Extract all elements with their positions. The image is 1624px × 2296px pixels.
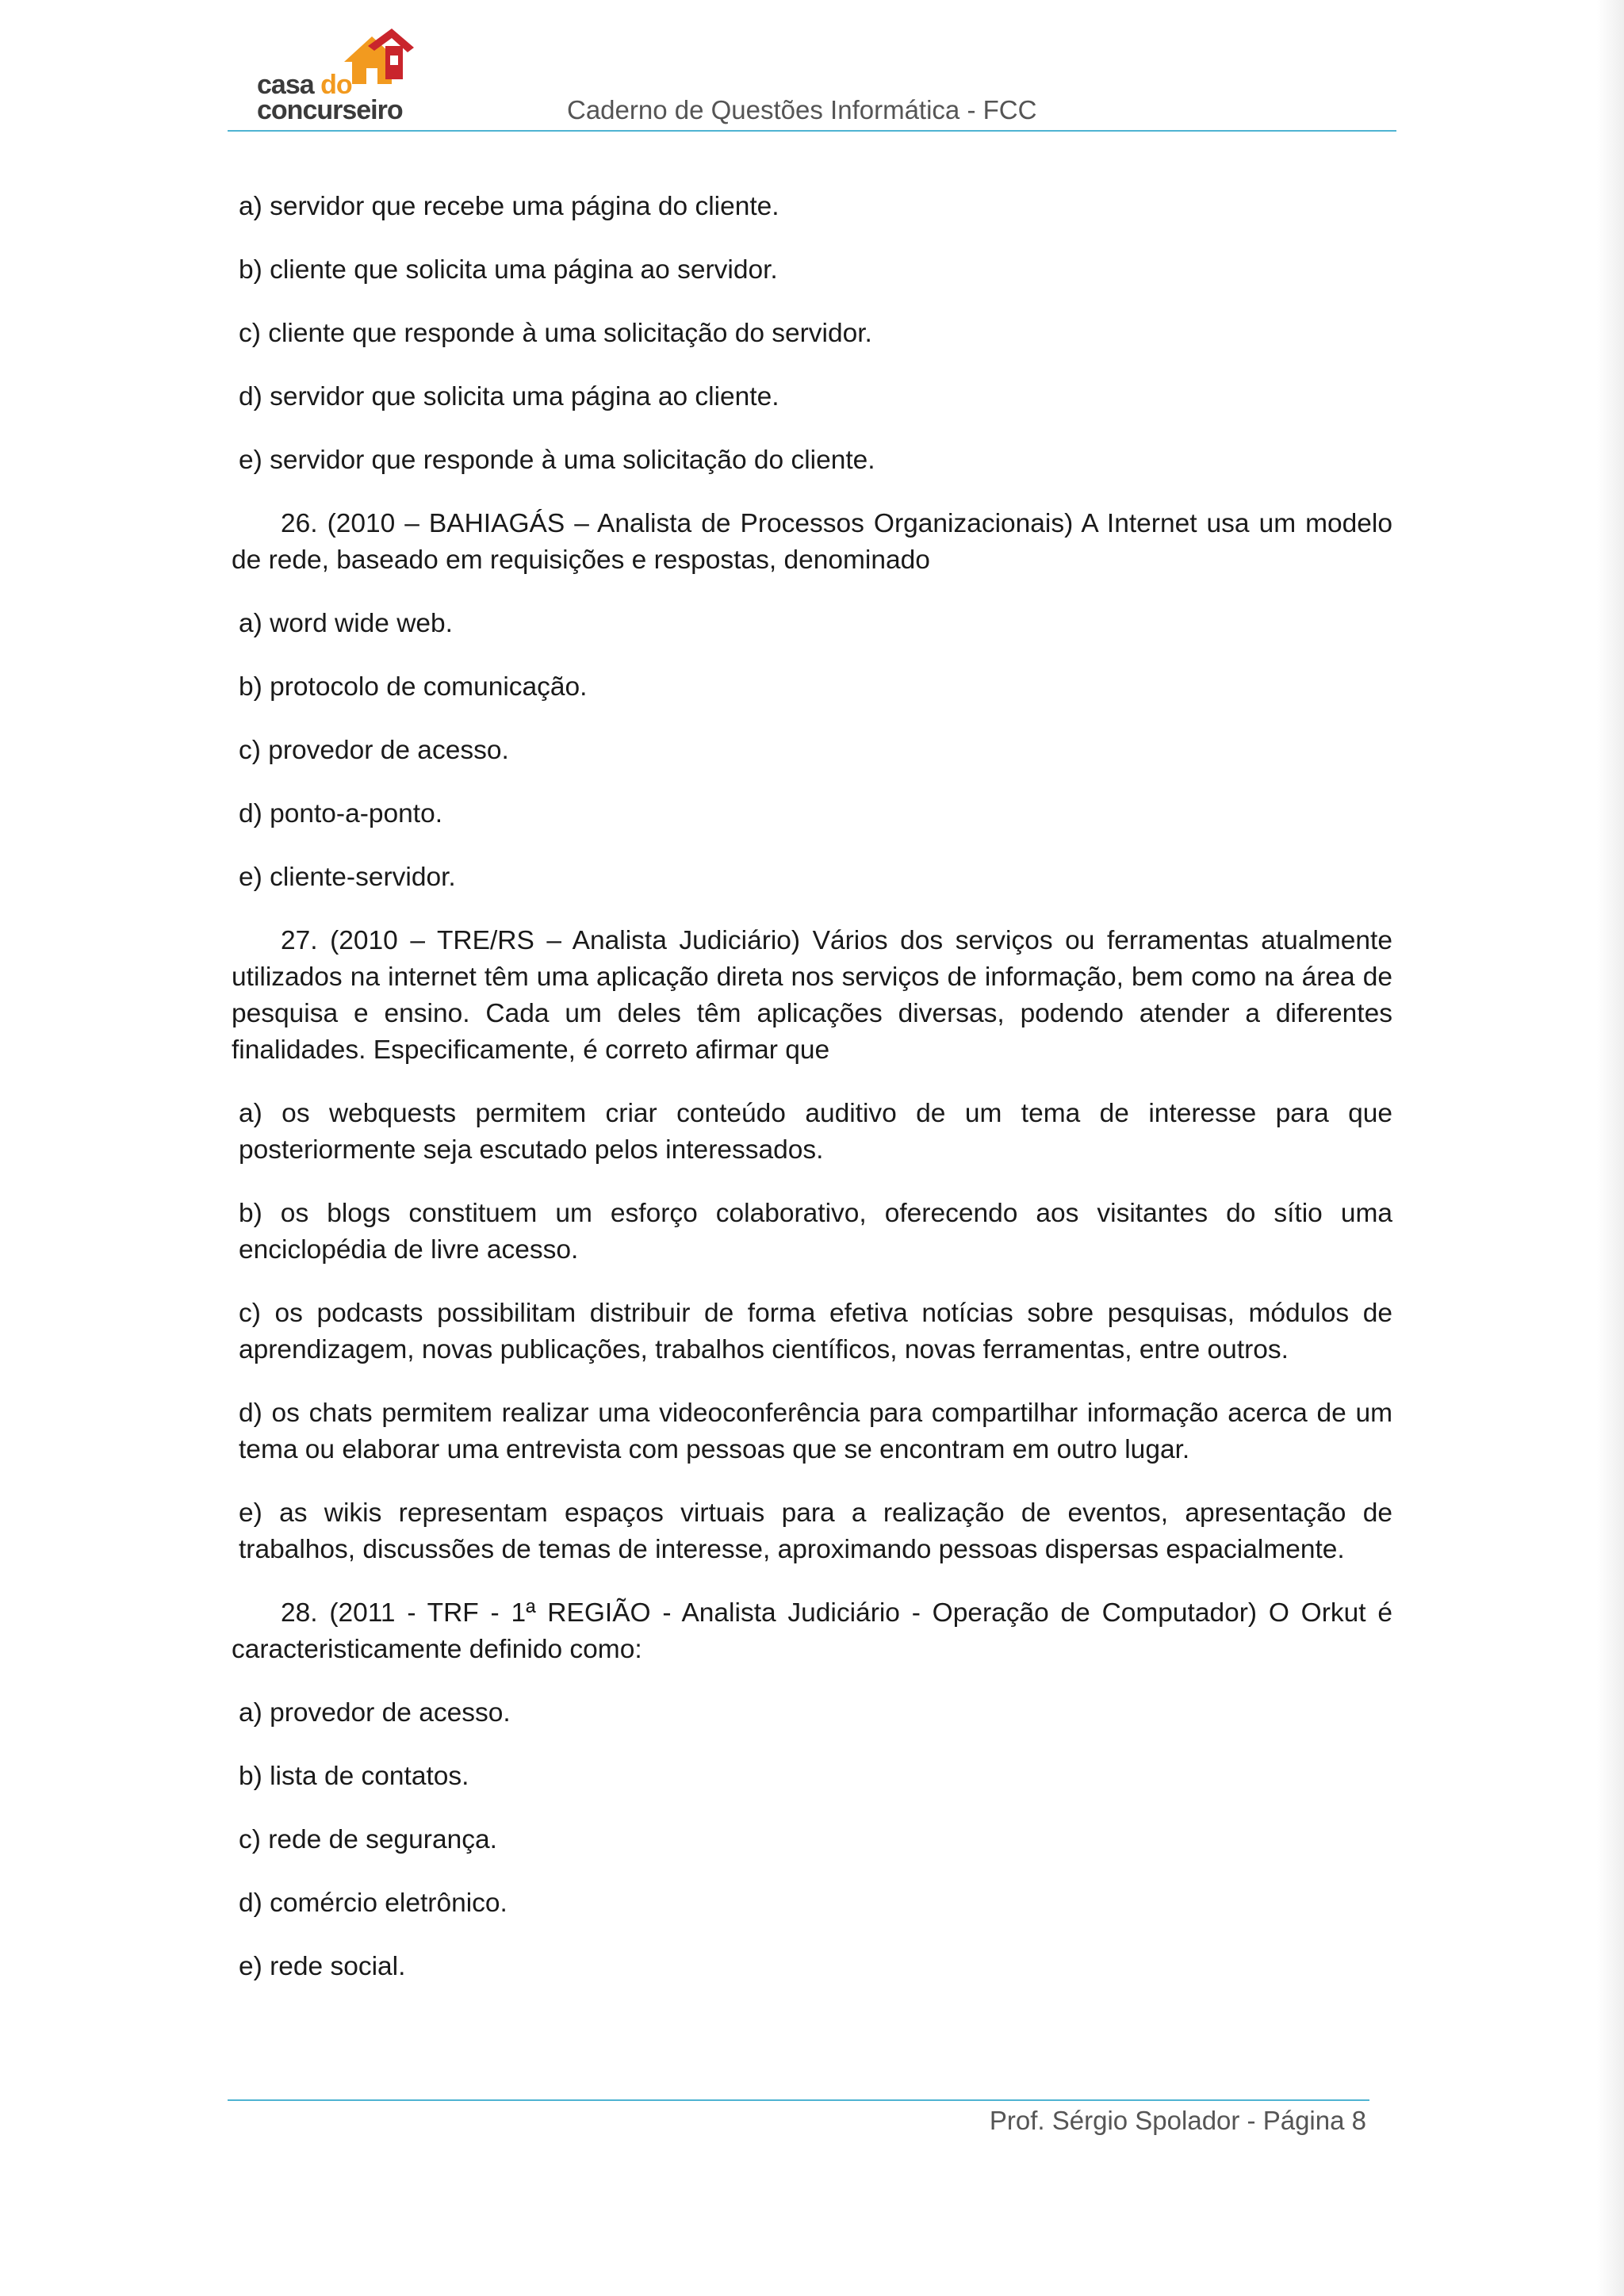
q26-option-a: a) word wide web.: [239, 609, 453, 638]
footer-author-page: Prof. Sérgio Spolador - Página 8: [989, 2106, 1366, 2135]
question-27-statement: 27. (2010 – TRE/RS – Analista Judiciário) Vários dos serviços ou ferramentas atualmente utilizados na internet têm uma aplicação direta nos serviços de informação, bem como na área de pesquisa e ensino. Cada um deles têm aplicações diversas, podendo atender a diferentes finalidades. Especificamente, é correto afirmar que: [232, 926, 1392, 1065]
q25-option-c: c) cliente que responde à uma solicitação do servidor.: [239, 319, 872, 348]
logo-wordmark-top: [257, 71, 352, 98]
q27-option-c: c) os podcasts possibilitam distribuir de forma efetiva notícias sobre pesquisas, módulos de aprendizagem, novas publicações, trabalhos científicos, novas ferramentas, entre outros.: [239, 1299, 1392, 1364]
q28-option-b: b) lista de contatos.: [239, 1762, 469, 1791]
q28-option-e: e) rede social.: [239, 1952, 406, 1981]
header-divider: [228, 130, 1396, 132]
q27-option-a: a) os webquests permitem criar conteúdo auditivo de um tema de interesse para que posteriormente seja escutado pelos interessados.: [239, 1099, 1392, 1165]
page-edge-shadow: [1597, 0, 1624, 2296]
document-title: Caderno de Questões Informática - FCC: [567, 95, 1037, 124]
question-28-statement: 28. (2011 - TRF - 1ª REGIÃO - Analista Judiciário - Operação de Computador) O Orkut é caracteristicamente definido como:: [232, 1598, 1392, 1664]
q28-option-d: d) comércio eletrônico.: [239, 1888, 508, 1918]
q27-option-b: b) os blogs constituem um esforço colaborativo, oferecendo aos visitantes do sítio uma enciclopédia de livre acesso.: [239, 1199, 1392, 1265]
casa-do-concurseiro-logo: [254, 29, 420, 124]
q27-option-e: e) as wikis representam espaços virtuais para a realização de eventos, apresentação de trabalhos, discussões de temas de interesse, aproximando pessoas dispersas espacialmente.: [239, 1498, 1392, 1564]
q28-option-a: a) provedor de acesso.: [239, 1698, 511, 1728]
footer-divider: [228, 2099, 1369, 2101]
q26-option-e: e) cliente-servidor.: [239, 863, 456, 892]
q25-option-a: a) servidor que recebe uma página do cliente.: [239, 192, 779, 221]
q26-option-b: b) protocolo de comunicação.: [239, 672, 588, 702]
q25-option-b: b) cliente que solicita uma página ao servidor.: [239, 255, 778, 285]
logo-concurseiro-text: concurseiro: [257, 95, 403, 125]
question-26-statement: 26. (2010 – BAHIAGÁS – Analista de Processos Organizacionais) A Internet usa um modelo de rede, baseado em requisições e respostas, denominado: [232, 509, 1392, 575]
page-content: [232, 189, 1392, 2012]
logo-casa-text: casa: [257, 70, 314, 100]
q25-option-d: d) servidor que solicita uma página ao cliente.: [239, 382, 779, 411]
q28-option-c: c) rede de segurança.: [239, 1825, 497, 1854]
logo-do-text: do: [320, 70, 352, 100]
q25-option-e: e) servidor que responde à uma solicitação do cliente.: [239, 446, 875, 475]
q26-option-d: d) ponto-a-ponto.: [239, 799, 443, 828]
q26-option-c: c) provedor de acesso.: [239, 736, 509, 765]
q27-option-d: d) os chats permitem realizar uma videoconferência para compartilhar informação acerca de um tema ou elaborar uma entrevista com pessoas que se encontram em outro lugar.: [239, 1399, 1392, 1464]
